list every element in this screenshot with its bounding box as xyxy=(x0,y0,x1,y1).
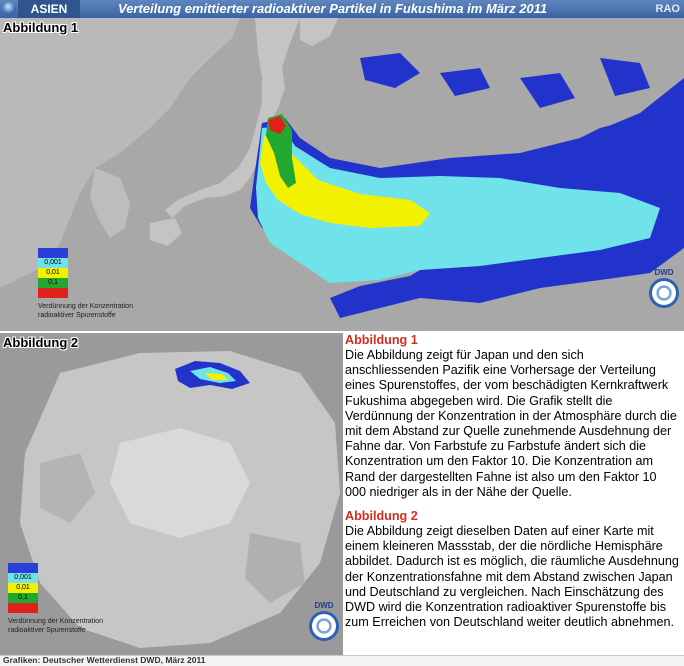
legend-1-level-2: 0,01 xyxy=(38,268,68,278)
footer xyxy=(0,655,684,666)
figure-2-label: Abbildung 2 xyxy=(3,335,79,350)
description-panel xyxy=(345,333,681,639)
description-heading-2: Abbildung 2 xyxy=(345,509,418,524)
legend-1-level-0 xyxy=(38,248,68,258)
legend-2-caption-line1: Verdünnung der Konzentration xyxy=(8,618,103,625)
legend-1-caption-line2: radioaktiver Spurenstoffe xyxy=(38,312,116,319)
figure-2-legend xyxy=(8,563,123,635)
legend-2-level-4 xyxy=(8,603,38,613)
map-figure-2 xyxy=(0,333,343,655)
legend-2-level-1: 0,001 xyxy=(8,573,38,583)
legend-2-level-2: 0,01 xyxy=(8,583,38,593)
header-bar xyxy=(0,0,684,18)
dwd-logo-text-2: DWD xyxy=(314,601,334,610)
legend-2-level-0 xyxy=(8,563,38,573)
legend-1-level-1: 0,001 xyxy=(38,258,68,268)
legend-1-level-3: 0,1 xyxy=(38,278,68,288)
globe-icon xyxy=(3,2,16,15)
description-paragraph-2: Die Abbildung zeigt dieselben Daten auf einer Karte mit einem kleineren Massstab, der die nördliche Hemisphäre abbildet. Dadurch ist es möglich, die räumliche Ausdehnung der Konzentrationsfahne mit dem Abstand zwischen Japan und Deutschland zu vergleichen. Nach Einschätzung des DWD wird die Konzentration radioaktiver Spurenstoffe bis zum Erreichen von Deutschland weiter deutlich abnehmen. xyxy=(345,524,679,630)
footer-credit: Grafiken: Deutscher Wetterdienst DWD, März 2011 xyxy=(3,655,206,665)
dwd-swirl-icon xyxy=(649,278,679,308)
legend-1-caption-line1: Verdünnung der Konzentration xyxy=(38,303,133,310)
dwd-swirl-icon-2 xyxy=(309,611,339,641)
map-figure-1 xyxy=(0,18,684,331)
page-title: Verteilung emittierter radioaktiver Partikel in Fukushima im März 2011 xyxy=(118,1,548,16)
region-tab[interactable]: ASIEN xyxy=(18,0,80,18)
rao-label: RAO xyxy=(655,3,680,15)
figure-1-label: Abbildung 1 xyxy=(3,20,79,35)
dwd-logo-2 xyxy=(306,601,342,641)
dwd-logo-1 xyxy=(646,268,682,308)
figure-1-legend xyxy=(38,248,153,320)
legend-1-level-4 xyxy=(38,288,68,298)
dwd-logo-text: DWD xyxy=(654,268,674,277)
description-heading-1: Abbildung 1 xyxy=(345,333,418,347)
description-paragraph-1: Die Abbildung zeigt für Japan und den sich anschliessenden Pazifik eine Vorhersage der Verteilung eines Spurenstoffes, der vom beschädigten Kernkraftwerk Fukushima abgegeben wird. Die Grafik stellt die Verdünnung der Konzentration in der Atmosphäre durch die mit dem Abstand zur Quelle zunehmende Ausdehnung der Fahne dar. Von Farbstufe zu Farbstufe ändert sich die Konzentration um den Faktor 10. Die Konzentration am Rand der dargestellten Fahne ist also um den Faktor 10 000 niedriger als in der Nähe der Quelle. xyxy=(345,348,677,499)
legend-2-level-3: 0,1 xyxy=(8,593,38,603)
legend-2-caption-line2: radioaktiver Spurenstoffe xyxy=(8,627,86,634)
